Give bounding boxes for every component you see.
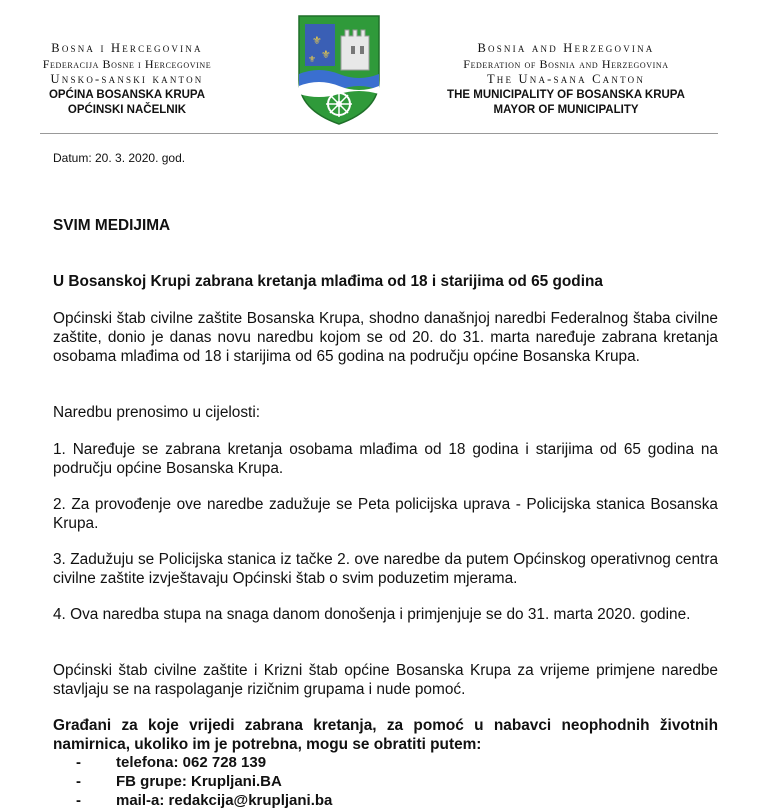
contact-list	[76, 753, 332, 810]
header-right-canton: The Una-sana Canton	[486, 72, 646, 86]
header-left-municipality: OPĆINA BOSANSKA KRUPA	[48, 88, 206, 101]
header-right-office: MAYOR OF MUNICIPALITY	[493, 104, 639, 116]
header-left-federation: Federacija Bosne i Hercegovine	[42, 56, 212, 71]
paragraph-contact-intro: Građani za koje vrijedi zabrana kretanja, za pomoć u nabavci neophodnih životnih namirnica, ukoliko im je potrebna, mogu se obratiti putem:	[53, 717, 718, 753]
contact-phone	[76, 753, 332, 772]
order-item-2: 2. Za provođenje ove naredbe zadužuje se Peta policijska uprava - Policijska stanica Bosanska Krupa.	[53, 496, 718, 532]
header-right-municipality: THE MUNICIPALITY OF BOSANSKA KRUPA	[447, 88, 685, 101]
bullet-dash: -	[76, 773, 81, 790]
header-divider	[40, 133, 718, 134]
svg-text:⚜: ⚜	[321, 48, 331, 61]
order-item-4: 4. Ova naredba stupa na snaga danom donošenja i primjenjuje se do 31. marta 2020. godine.	[53, 606, 691, 623]
svg-text:⚜: ⚜	[308, 55, 317, 65]
contact-email-text: mail-a: redakcija@krupljani.ba	[116, 792, 333, 809]
paragraph-support: Općinski štab civilne zaštite i Krizni štab općine Bosanska Krupa za vrijeme primjene naredbe stavljaju se na raspolaganje rizičnim grupama i nude pomoć.	[53, 662, 718, 698]
headline: U Bosanskoj Krupi zabrana kretanja mlađima od 18 i starijima od 65 godina	[53, 273, 603, 290]
header-left-office: OPĆINSKI NAČELNIK	[67, 104, 187, 116]
contact-facebook	[76, 772, 332, 791]
svg-text:⚜: ⚜	[312, 34, 322, 47]
header-right-country: Bosnia and Herzegovina	[477, 41, 655, 55]
bullet-dash: -	[76, 792, 81, 809]
bullet-dash: -	[76, 754, 81, 771]
contact-phone-text: telefona: 062 728 139	[116, 754, 267, 771]
document-date: Datum: 20. 3. 2020. god.	[53, 151, 186, 165]
order-item-1: 1. Naređuje se zabrana kretanja osobama mlađima od 18 godina i starijima od 65 godina na području općine Bosanska Krupa.	[53, 441, 718, 477]
coat-of-arms-icon	[297, 14, 381, 126]
header-left	[0, 41, 254, 119]
header-right-federation: Federation of Bosnia and Herzegovina	[463, 56, 669, 71]
header-right	[414, 41, 718, 119]
recipient: SVIM MEDIJIMA	[53, 217, 171, 234]
header-left-country: Bosna i Hercegovina	[51, 41, 203, 55]
header-left-canton: Unsko-sanski kanton	[50, 72, 204, 86]
contact-email	[76, 791, 332, 810]
contact-facebook-text: FB grupe: Krupljani.BA	[116, 773, 282, 790]
order-item-3: 3. Zadužuju se Policijska stanica iz tačke 2. ove naredbe da putem Općinskog operativnog centra civilne zaštite izvještavaju Općinski štab o svim poduzetim mjerama.	[53, 551, 718, 587]
paragraph-intro: Općinski štab civilne zaštite Bosanska Krupa, shodno današnjoj naredbi Federalnog štaba civilne zaštite, donio je danas novu naredbu kojom se od 20. do 31. marta naređuje zabrana kretanja osobama mlađima od 18 i starijima od 65 godina na području općine Bosanska Krupa.	[53, 310, 718, 365]
paragraph-lead: Naredbu prenosimo u cijelosti:	[53, 404, 261, 421]
